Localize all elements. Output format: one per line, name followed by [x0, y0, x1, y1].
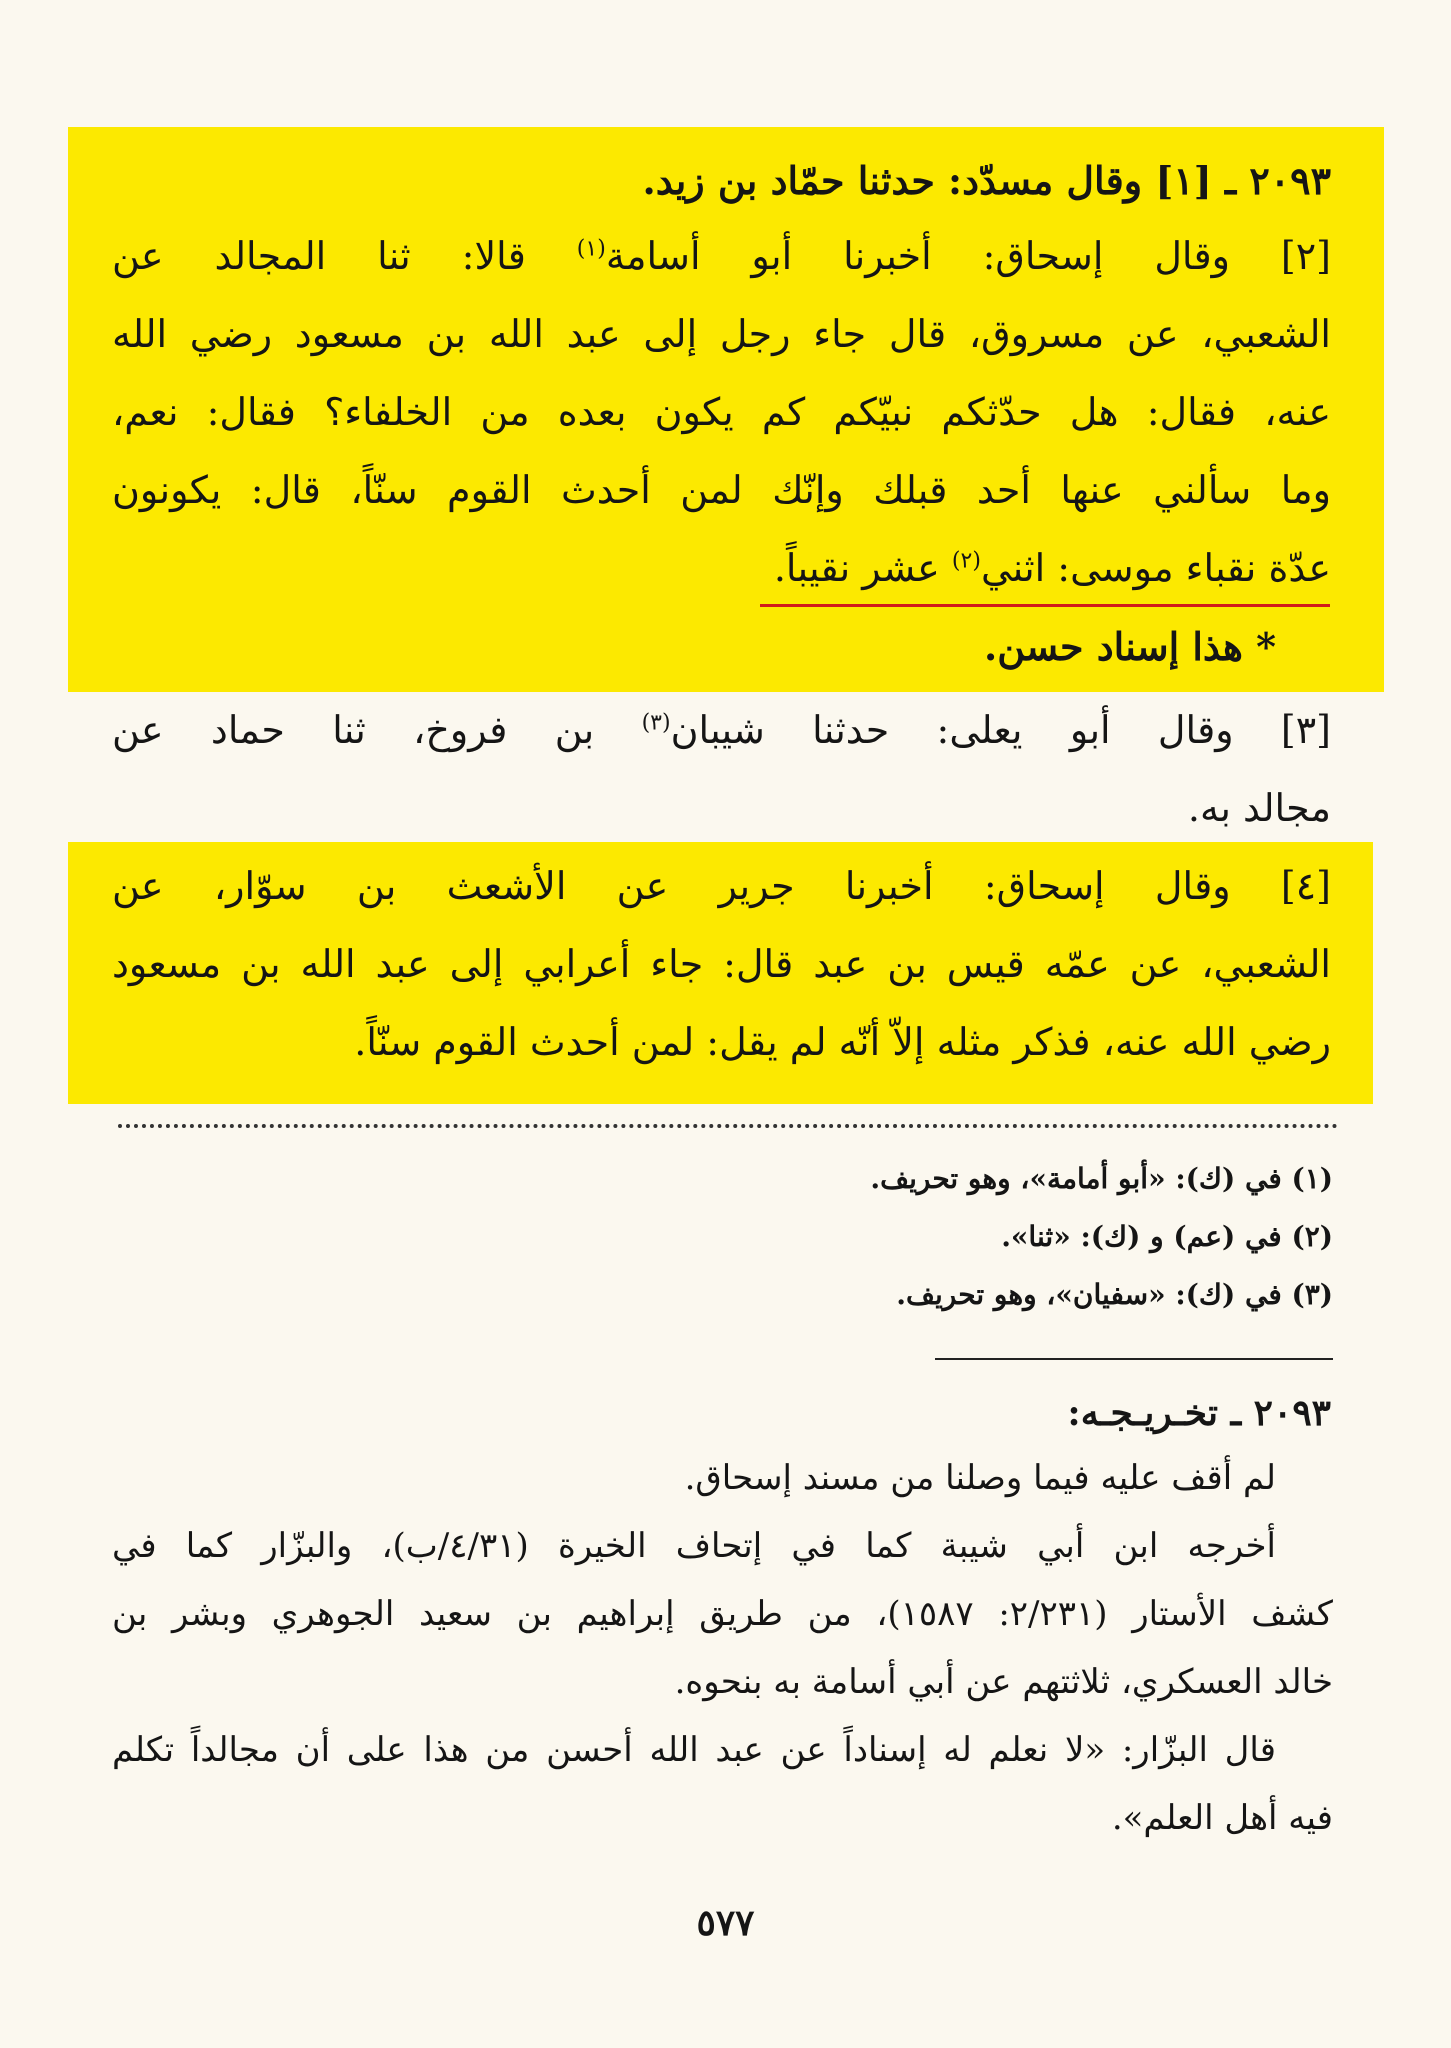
hadith-line: [112, 942, 1331, 988]
takhrij-text: أخرجه ابن أبي شيبة كما في إتحاف الخيرة (٤/٣١/ب)، والبزّار كما في: [112, 1526, 1277, 1566]
footnote-ref: (٢): [951, 548, 981, 574]
takhrij-line: [675, 1662, 1333, 1703]
footnote-text: (٢) في (عم) و (ك): «ثنا».: [1001, 1220, 1333, 1253]
page-number: ٥٧٧: [696, 1902, 755, 1944]
hadith-line: [112, 390, 1331, 436]
footnote: [1001, 1220, 1333, 1254]
takhrij-text: كشف الأستار (٢/٢٣١: ١٥٨٧)، من طريق إبراهيم بن سعيد الجوهري وبشر بن: [112, 1594, 1333, 1634]
footnote: [870, 1162, 1333, 1196]
takhrij-heading-text: ٢٠٩٣ ـ تخـريـجـه:: [1067, 1392, 1331, 1434]
hadith-line: [112, 468, 1331, 514]
hadith-text: رضي الله عنه، فذكر مثله إلاّ أنّه لم يقل: لمن أحدث القوم سنّاً.: [354, 1020, 1331, 1064]
hadith-line: [112, 234, 1331, 280]
footnote-ref: (١): [576, 236, 606, 262]
takhrij-line: [685, 1458, 1276, 1499]
hadith-text: عشر نقيباً.: [773, 546, 952, 590]
hadith-text: الشعبي، عن عمّه قيس بن عبد قال: جاء أعرابي إلى عبد الله بن مسعود: [112, 942, 1331, 986]
red-underline: [760, 604, 1330, 607]
footnote-text: (٣) في (ك): «سفيان»، وهو تحريف.: [896, 1278, 1333, 1311]
hadith-heading-text: ٢٠٩٣ ـ [١] وقال مسدّد: حدثنا حمّاد بن زيد.: [642, 158, 1331, 203]
hadith-text: [٤] وقال إسحاق: أخبرنا جرير عن الأشعث بن سوّار، عن: [112, 864, 1331, 908]
footnote-separator: [118, 1124, 1338, 1128]
footnote: [896, 1278, 1333, 1312]
hadith-text: عنه، فقال: هل حدّثكم نبيّكم كم يكون بعده من الخلفاء؟ فقال: نعم،: [112, 390, 1331, 434]
takhrij-text: قال البزّار: «لا نعلم له إسناداً عن عبد الله أحسن من هذا على أن مجالداً تكلم: [112, 1730, 1276, 1770]
footnote-text: (١) في (ك): «أبو أمامة»، وهو تحريف.: [870, 1162, 1333, 1195]
takhrij-line: [1112, 1798, 1333, 1839]
takhrij-text: فيه أهل العلم».: [1111, 1798, 1333, 1838]
hadith-line: [1188, 786, 1331, 832]
hadith-text: بن فروخ، ثنا حماد عن: [112, 708, 642, 752]
footnote-ref: (٣): [641, 710, 671, 736]
hadith-text: مجالد به.: [1187, 786, 1331, 830]
grading-line: [984, 624, 1276, 670]
takhrij-line: [112, 1730, 1276, 1771]
hadith-text: الشعبي، عن مسروق، قال جاء رجل إلى عبد الله بن مسعود رضي الله: [112, 312, 1331, 356]
hadith-text: قالا: ثنا المجالد عن: [112, 234, 577, 278]
hadith-line: [112, 312, 1331, 358]
hadith-line: [354, 1020, 1331, 1066]
hadith-line: [774, 546, 1331, 592]
takhrij-line: [112, 1526, 1276, 1567]
hadith-text: [٣] وقال أبو يعلى: حدثنا شيبان: [670, 708, 1331, 752]
takhrij-text: لم أقف عليه فيما وصلنا من مسند إسحاق.: [684, 1458, 1276, 1498]
takhrij-line: [112, 1594, 1333, 1635]
hadith-heading-line: [643, 158, 1331, 204]
hadith-line: [112, 864, 1331, 910]
hadith-text: وما سألني عنها أحد قبلك وإنّك لمن أحدث القوم سنّاً، قال: يكونون: [112, 468, 1331, 512]
takhrij-text: خالد العسكري، ثلاثتهم عن أبي أسامة به بنحوه.: [674, 1662, 1333, 1702]
section-rule: [935, 1358, 1333, 1360]
hadith-text: [٢] وقال إسحاق: أخبرنا أبو أسامة: [605, 234, 1331, 278]
takhrij-heading: [1067, 1392, 1331, 1435]
grading-text: * هذا إسناد حسن.: [983, 624, 1276, 669]
hadith-line: [112, 708, 1331, 754]
hadith-text: عدّة نقباء موسى: اثني: [980, 546, 1331, 590]
